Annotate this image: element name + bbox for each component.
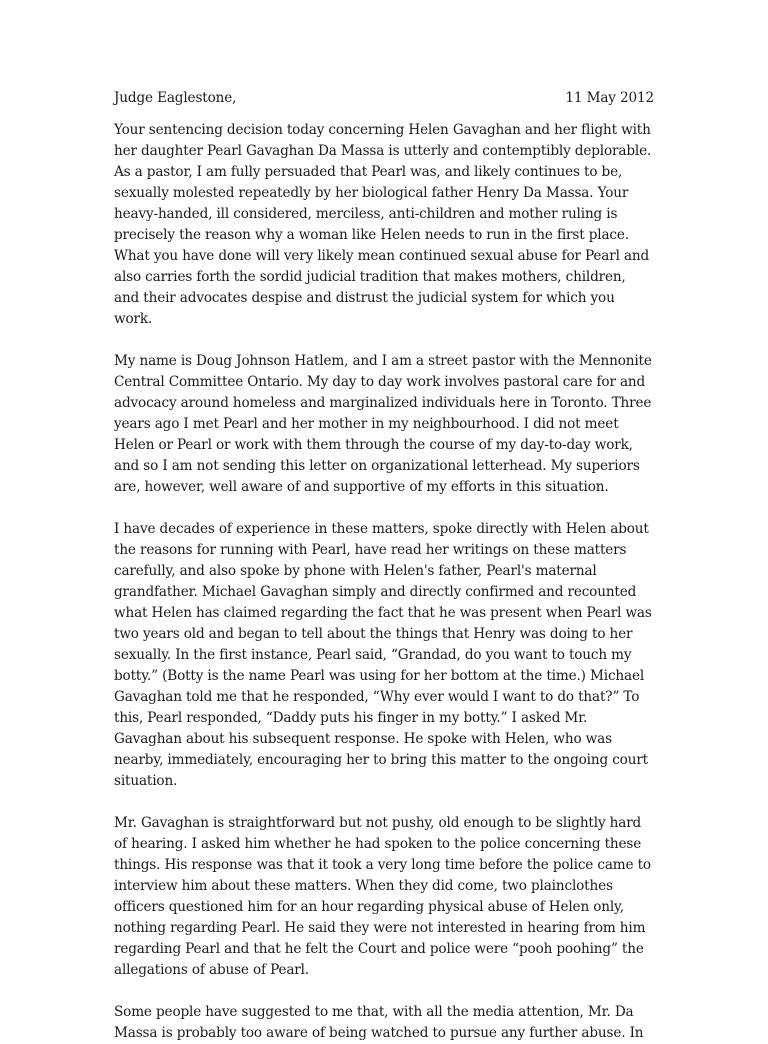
letter-body <box>114 88 654 1044</box>
paragraph-1: Your sentencing decision today concerning Helen Gavaghan and her flight with her daughter Pearl Gavaghan Da Massa is utterly and contemptibly deplorable. As a pastor, I am fully persuaded that Pearl was, and likely continues to be, sexually molested repeatedly by her biological father Henry Da Massa. Your heavy-handed, ill considered, merciless, anti-children and mother ruling is precisely the reason why a woman like Helen needs to run in the first place. What you have done will very likely mean continued sexual abuse for Pearl and also carries forth the sordid judicial tradition that makes mothers, children, and their advocates despise and distrust the judicial system for which you work. <box>114 122 652 327</box>
paragraph-3: I have decades of experience in these matters, spoke directly with Helen about the reasons for running with Pearl, have read her writings on these matters carefully, and also spoke by phone with Helen's father, Pearl's maternal grandfather. Michael Gavaghan simply and directly confirmed and recounted what Helen has claimed regarding the fact that he was present when Pearl was two years old and began to tell about the things that Henry was doing to her sexually. In the first instance, Pearl said, “Grandad, do you want to touch my botty.” (Botty is the name Pearl was using for her bottom at the time.) Michael Gavaghan told me that he responded, “Why ever would I want to do that?” To this, Pearl responded, “Daddy puts his finger in my botty.” I asked Mr. Gavaghan about his subsequent response. He spoke with Helen, who was nearby, immediately, encouraging her to bring this matter to the ongoing court situation. <box>114 521 652 789</box>
letter-header <box>114 88 654 109</box>
paragraph-4: Mr. Gavaghan is straightforward but not pushy, old enough to be slightly hard of hearing. I asked him whether he had spoken to the police concerning these things. His response was that it took a very long time before the police came to interview him about these matters. When they did come, two plainclothes officers questioned him for an hour regarding physical abuse of Helen only, nothing regarding Pearl. He said they were not interested in hearing from him regarding Pearl and that he felt the Court and police were “pooh poohing” the allegations of abuse of Pearl. <box>114 815 651 978</box>
paragraph-5: Some people have suggested to me that, with all the media attention, Mr. Da Massa is probably too aware of being watched to pursue any further abuse. In <box>114 1004 644 1041</box>
salutation: Judge Eaglestone, <box>114 90 237 106</box>
paragraph-2: My name is Doug Johnson Hatlem, and I am a street pastor with the Mennonite Central Committee Ontario. My day to day work involves pastoral care for and advocacy around homeless and marginalized individuals here in Toronto. Three years ago I met Pearl and her mother in my neighbourhood. I did not meet Helen or Pearl or work with them through the course of my day-to-day work, and so I am not sending this letter on organizational letterhead. My superiors are, however, well aware of and supportive of my efforts in this situation. <box>114 353 652 495</box>
letter-date: 11 May 2012 <box>565 90 654 106</box>
